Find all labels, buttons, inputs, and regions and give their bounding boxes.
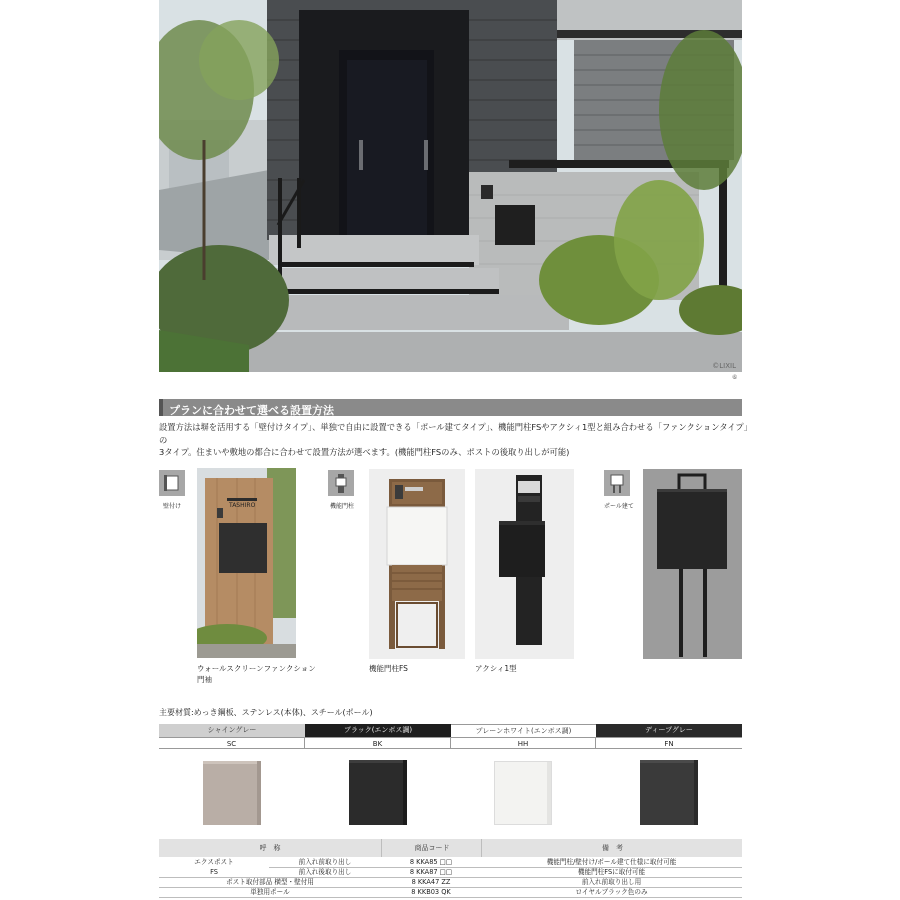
row-note: 前入れ前取り出し用 [581,878,642,886]
table-row [159,858,742,867]
figure-number: ⑥ [732,374,738,381]
row-name: 単独用ポール [250,888,290,896]
wall-mount-caption [197,663,316,685]
mailbox-swatch-bk [349,760,407,825]
row-sub: 前入れ前取り出し [298,858,352,866]
pole-mount-label: ポール建て [604,503,634,510]
pillar-icon [328,470,354,496]
section-heading-bar [159,399,742,416]
table-row [159,868,742,877]
pillar-label: 機能門柱 [330,503,355,510]
table-row [159,878,742,887]
pole-mount-icon [604,470,630,496]
intro-line-2: 3タイプ。住まいや敷地の都合に合わせて設置方法が選べます。(機能門柱FSのみ、ポストの後取り出しが可能) [159,447,570,457]
pole-mount-photo [643,469,742,659]
row-name: FS [210,868,218,876]
function-pillar-fs-caption: 機能門柱FS [369,664,408,673]
color-code-fn: FN [596,737,742,749]
photo-credit: ©LIXIL [712,362,736,370]
header-name: 呼 称 [259,844,281,852]
row-name: ポスト取付部品 横型・壁付用 [226,878,314,886]
wall-mount-caption-line1: ウォールスクリーンファンクション [197,664,316,673]
row-code: 8 KKA87 □□ [409,868,453,876]
header-note: 備 考 [481,839,743,857]
row-note: 機能門柱FSに取付可能 [577,868,646,876]
color-code-bk: BK [305,737,451,749]
row-sub: 前入れ後取り出し [298,868,352,876]
axi-type1-caption: アクシィ1型 [475,664,517,673]
house-entrance-illustration [159,0,742,372]
nameplate-text: TASHIRO [229,502,256,509]
wall-mount-caption-line2: 門袖 [197,675,212,684]
row-note: ロイヤルブラック色のみ [575,888,648,896]
header-code: 商品コード [381,839,482,857]
row-code: 8 KKB03 QK [411,888,451,896]
mailbox-swatch-sc [203,761,261,825]
row-divider [159,897,742,898]
row-name: エクスポスト [194,858,234,866]
mailbox-swatch-hh [494,761,552,825]
materials-text: 主要材質:めっき鋼板、ステンレス(本体)、スチール(ポール) [159,708,373,717]
mailbox-swatch-fn [640,760,698,825]
intro-line-1: 設置方法は塀を活用する「壁付けタイプ」、単独で自由に設置できる「ポール建てタイプ」、機能門柱FSやアクシィ1型と組み合わせる「ファンクションタイプ」の [159,422,748,445]
color-name-hh: プレーンホワイト(エンボス調) [451,724,596,737]
wall-mount-icon [159,470,185,496]
row-code: 8 KKA85 □□ [409,858,453,866]
color-code-hh: HH [451,737,596,749]
axi-type1-photo [475,469,574,659]
product-table-header [159,839,742,857]
color-code-sc: SC [159,737,305,749]
section-title: プランに合わせて選べる設置方法 [169,404,334,417]
function-pillar-fs-photo [369,469,465,659]
table-row [159,888,742,897]
color-name-sc: シャイングレー [159,724,305,737]
color-name-bk: ブラック(エンボス調) [305,724,451,737]
wall-mount-photo [197,468,296,658]
intro-text [159,421,749,459]
row-note: 機能門柱/壁付け/ポール建て仕様に取付可能 [546,858,677,866]
hero-photo [159,0,742,372]
row-code: 8 KKA47 ZZ [411,878,451,886]
color-name-fn: ディープグレー [596,724,742,737]
wall-mount-label: 壁付け [163,503,182,510]
